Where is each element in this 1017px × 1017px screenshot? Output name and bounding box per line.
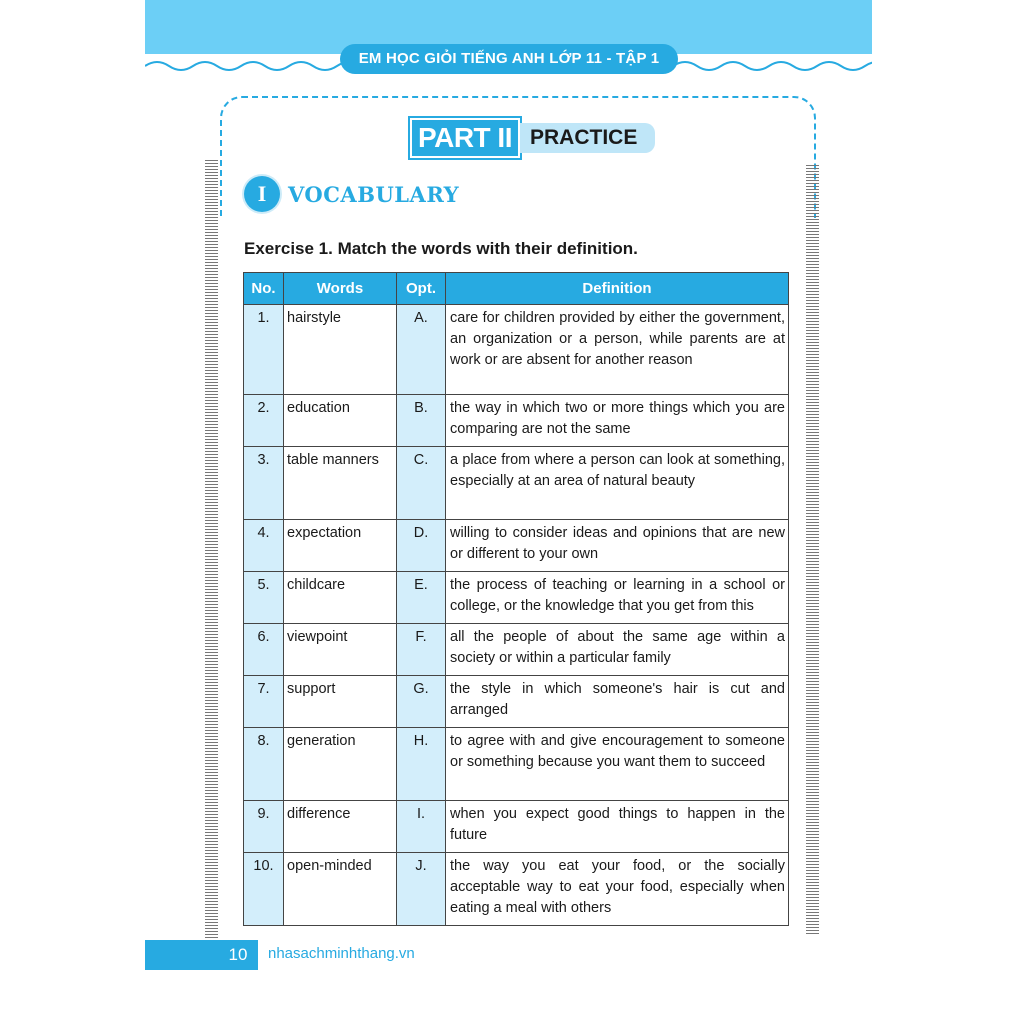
row-option: H. [397,728,446,801]
exercise-title: Exercise 1. Match the words with their definition. [244,239,638,258]
website-link[interactable]: nhasachminhthang.vn [268,945,415,962]
table-row [244,624,789,676]
header-words: Words [284,273,397,305]
row-definition: the process of teaching or learning in a school or college, or the knowledge that you get from this [446,572,789,624]
table-row [244,676,789,728]
table-row [244,801,789,853]
row-number: 9. [244,801,284,853]
table-row [244,853,789,926]
left-edge-stripes [205,160,218,940]
row-definition: a place from where a person can look at something, especially at an area of natural beauty [446,447,789,520]
row-word: difference [284,801,397,853]
row-option: F. [397,624,446,676]
row-number: 2. [244,395,284,447]
row-word: childcare [284,572,397,624]
row-number: 7. [244,676,284,728]
section-number-badge: I [244,176,280,212]
row-number: 1. [244,305,284,395]
section-heading [244,176,459,212]
row-definition: the way in which two or more things which you are comparing are not the same [446,395,789,447]
row-word: expectation [284,520,397,572]
header-definition: Definition [446,273,789,305]
row-number: 5. [244,572,284,624]
table-row [244,572,789,624]
row-option: B. [397,395,446,447]
row-word: support [284,676,397,728]
page-number: 10 [228,945,248,964]
row-word: education [284,395,397,447]
row-definition: the style in which someone's hair is cut and arranged [446,676,789,728]
row-word: viewpoint [284,624,397,676]
table-header-row [244,273,789,305]
row-number: 8. [244,728,284,801]
table-row [244,305,789,395]
header-no: No. [244,273,284,305]
row-word: hairstyle [284,305,397,395]
row-word: generation [284,728,397,801]
part-heading [410,118,655,154]
row-option: G. [397,676,446,728]
row-option: C. [397,447,446,520]
row-option: I. [397,801,446,853]
right-edge-stripes [806,165,819,935]
row-definition: when you expect good things to happen in the future [446,801,789,853]
header-opt: Opt. [397,273,446,305]
row-option: E. [397,572,446,624]
table-row [244,447,789,520]
section-title: VOCABULARY [288,181,460,207]
book-title: EM HỌC GIỎI TIẾNG ANH LỚP 11 - TẬP 1 [340,44,678,74]
row-option: J. [397,853,446,926]
table-row [244,395,789,447]
table-row [244,728,789,801]
row-definition: to agree with and give encouragement to someone or something because you want them to succeed [446,728,789,801]
row-number: 10. [244,853,284,926]
part-subtitle: PRACTICE [520,123,655,153]
row-definition: willing to consider ideas and opinions that are new or different to your own [446,520,789,572]
table-row [244,520,789,572]
row-number: 3. [244,447,284,520]
row-definition: all the people of about the same age within a society or within a particular family [446,624,789,676]
row-number: 4. [244,520,284,572]
row-number: 6. [244,624,284,676]
vocabulary-table [243,272,789,926]
row-option: A. [397,305,446,395]
row-definition: the way you eat your food, or the socially acceptable way to eat your food, especially when eating a meal with others [446,853,789,926]
row-word: table manners [284,447,397,520]
row-definition: care for children provided by either the government, an organization or a person, while parents are at work or are absent for another reason [446,305,789,395]
row-word: open-minded [284,853,397,926]
part-label: PART II [410,118,520,158]
row-option: D. [397,520,446,572]
